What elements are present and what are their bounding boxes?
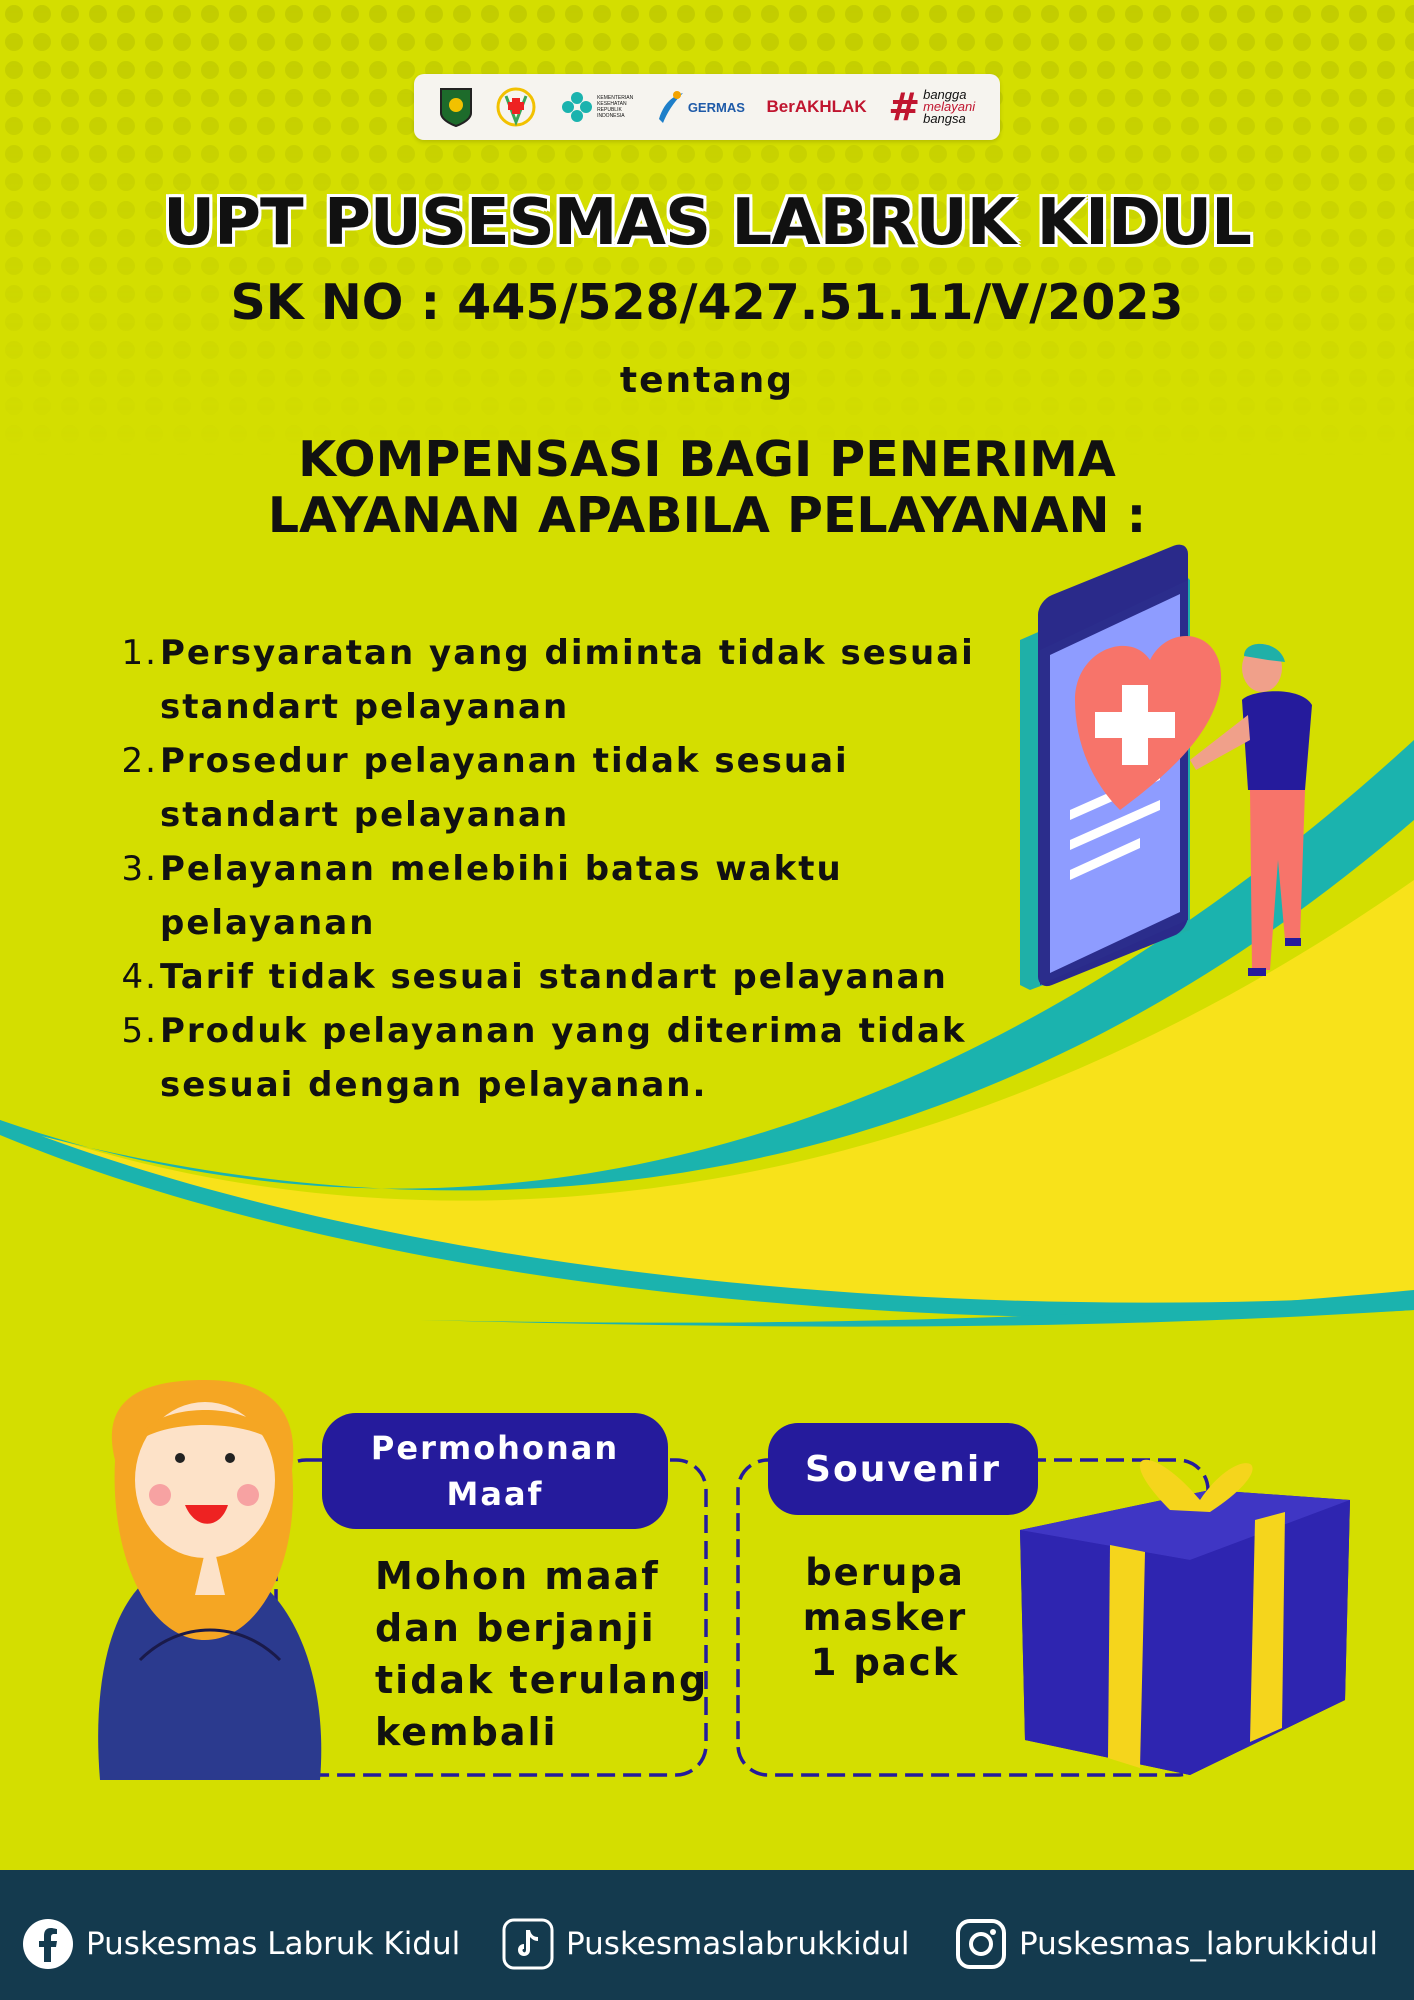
list-text: Tarif tidak sesuai standart pelayanan [160, 957, 948, 997]
bangga-melayani-logo [888, 85, 976, 129]
list-item [110, 842, 1000, 950]
kemenkes-text-2: KESEHATAN [597, 101, 627, 107]
kemenkes-text-3: REPUBLIK [597, 107, 622, 113]
apology-line-4: kembali [375, 1710, 558, 1754]
tiktok-icon [502, 1918, 554, 1970]
bangga-text-3: bangsa [923, 111, 966, 126]
hashtag-icon: # [888, 85, 921, 129]
list-item [110, 734, 1000, 842]
apology-text [375, 1550, 708, 1758]
subject-heading [0, 432, 1414, 544]
partner-logos-bar [414, 74, 1000, 140]
souvenir-line-2: masker [802, 1596, 968, 1639]
page-title: UPT PUSESMAS LABRUK KIDUL [163, 186, 1251, 260]
facebook-handle: Puskesmas Labruk Kidul [86, 1926, 461, 1962]
souvenir-badge: Souvenir [768, 1423, 1038, 1515]
souvenir-line-1: berupa [805, 1551, 965, 1594]
apology-line-3: tidak terulang [375, 1658, 709, 1702]
instagram-icon [955, 1918, 1007, 1970]
apology-line-1: Mohon maaf [375, 1554, 660, 1598]
apology-title-2: Maaf [446, 1475, 544, 1513]
germas-figure-icon [655, 89, 685, 125]
about-label: tentang [619, 360, 795, 401]
tiktok-link[interactable] [502, 1918, 910, 1970]
germas-logo [655, 89, 745, 125]
germas-text: GERMAS [687, 99, 745, 115]
apology-title-1: Permohonan [370, 1429, 620, 1467]
apology-woman-illustration [98, 1380, 321, 1780]
gift-box-illustration [1020, 1460, 1350, 1775]
conditions-list [110, 626, 1010, 1112]
list-item [110, 1004, 1000, 1112]
tiktok-handle: Puskesmaslabrukkidul [566, 1926, 910, 1962]
berakhlak-text: BerAKHLAK [766, 97, 867, 116]
facebook-link[interactable] [22, 1918, 460, 1970]
bangga-text-1: bangga [923, 87, 967, 102]
list-number: 2. [121, 741, 158, 781]
list-number: 4. [121, 957, 158, 997]
apology-line-2: dan berjanji [375, 1606, 656, 1650]
regency-emblem-icon [439, 87, 473, 127]
facebook-icon [22, 1918, 74, 1970]
list-number: 1. [121, 633, 158, 673]
subject-line-2: LAYANAN APABILA PELAYANAN : [267, 487, 1147, 544]
list-text: Persyaratan yang diminta tidak sesuai standart pelayanan [160, 633, 975, 727]
health-cross-logo-icon [494, 86, 538, 128]
subject-line-1: KOMPENSASI BAGI PENERIMA [298, 431, 1116, 488]
bangga-text-2: melayani [923, 99, 976, 114]
list-text: Prosedur pelayanan tidak sesuai standart pelayanan [160, 741, 849, 835]
list-number: 3. [121, 849, 158, 889]
list-number: 5. [121, 1011, 158, 1051]
kemenkes-flower-icon [560, 90, 594, 124]
list-text: Produk pelayanan yang diterima tidak sesuai dengan pelayanan. [160, 1011, 967, 1105]
kemenkes-logo [560, 90, 633, 124]
sk-number: SK NO : 445/528/427.51.11/V/2023 [230, 274, 1184, 331]
list-text: Pelayanan melebihi batas waktu pelayanan [160, 849, 843, 943]
apology-badge [322, 1413, 668, 1529]
souvenir-line-3: 1 pack [810, 1641, 960, 1684]
instagram-handle: Puskesmas_labrukkidul [1019, 1926, 1378, 1962]
souvenir-text [790, 1550, 980, 1685]
kemenkes-text-1: KEMENTERIAN [597, 95, 634, 101]
list-item [110, 626, 1000, 734]
list-item [110, 950, 1000, 1004]
kemenkes-text-4: INDONESIA [597, 113, 625, 119]
instagram-link[interactable] [955, 1918, 1378, 1970]
berakhlak-logo [767, 97, 867, 117]
phone-health-illustration [1020, 540, 1312, 991]
